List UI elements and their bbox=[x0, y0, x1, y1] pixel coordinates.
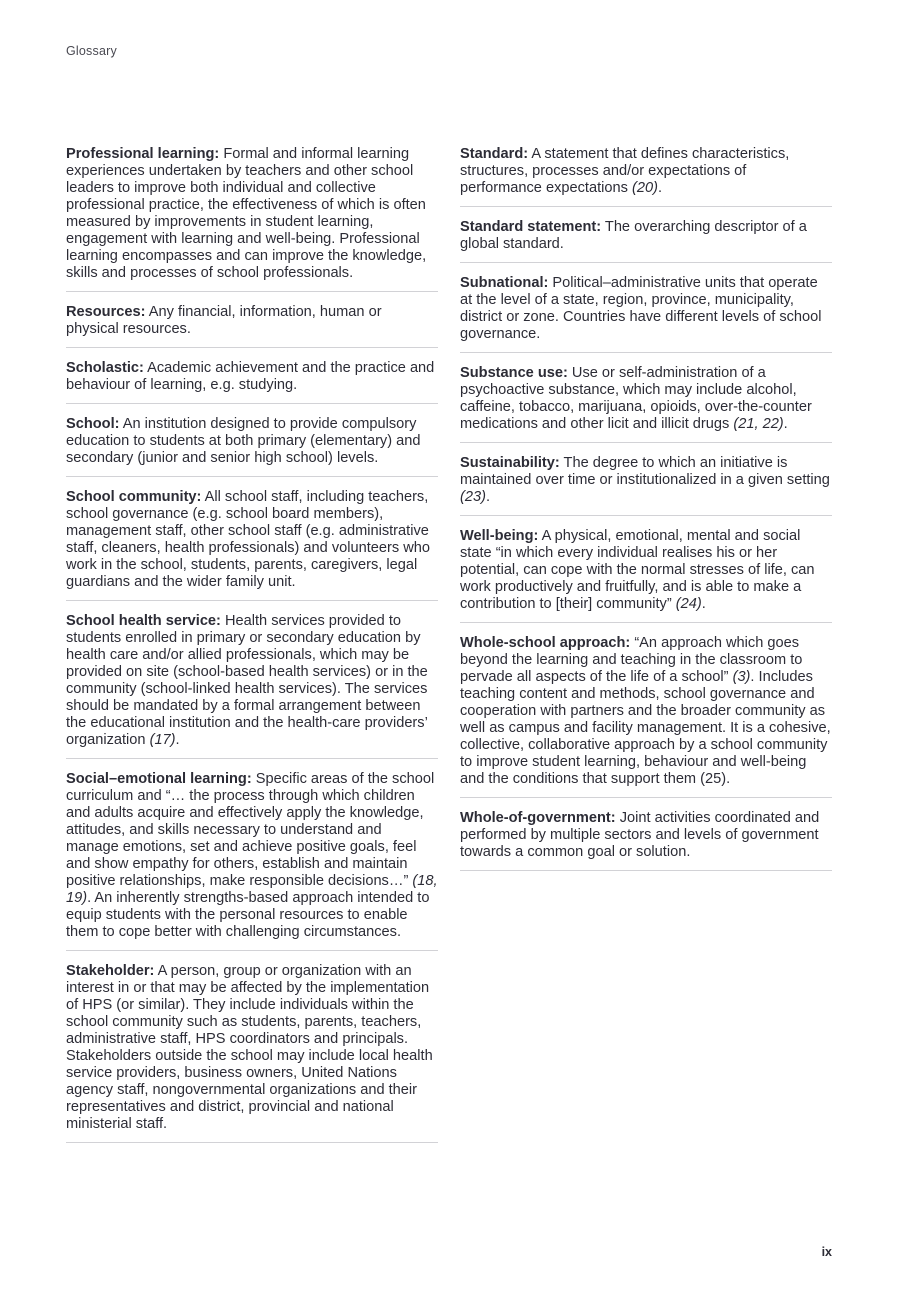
glossary-entry bbox=[66, 489, 438, 601]
citation-ref: (3) bbox=[732, 669, 751, 685]
glossary-term: Whole-school approach: bbox=[460, 635, 631, 651]
glossary-term: Subnational: bbox=[460, 275, 549, 291]
definition-tail: . An inherently strengths-based approach intended to equip students with the personal resources to enable them to cope better with challenging circumstances. bbox=[66, 890, 430, 940]
glossary-entry bbox=[460, 275, 832, 353]
glossary-definition: The overarching descriptor of a global standard. bbox=[460, 219, 807, 252]
glossary-definition: An institution designed to provide compulsory education to students at both primary (elementary) and secondary (junior and senior high school) levels. bbox=[66, 416, 421, 466]
glossary-entry bbox=[66, 146, 438, 292]
glossary-definition: Formal and informal learning experiences undertaken by teachers and other school leaders to improve both individual and collective professional practice, the effectiveness of which is often measured by improvements in student learning, engagement with learning and well-being. Professional learning encompasses and can improve the knowledge, skills and processes of school professionals. bbox=[66, 146, 427, 281]
glossary-term: School health service: bbox=[66, 613, 221, 629]
citation-ref: (18, 19) bbox=[66, 873, 438, 906]
glossary-term: Substance use: bbox=[460, 365, 568, 381]
glossary-definition: Use or self-administration of a psychoactive substance, which may include alcohol, caffeine, tobacco, marijuana, opioids, over-the-counter medications and other licit and illicit drugs bbox=[460, 365, 812, 432]
citation-ref: (23) bbox=[460, 489, 486, 505]
glossary-term: Resources: bbox=[66, 304, 146, 320]
running-head: Glossary bbox=[66, 44, 117, 58]
citation-ref: (17) bbox=[149, 732, 176, 748]
glossary-entry bbox=[66, 304, 438, 348]
glossary-entry bbox=[460, 146, 832, 207]
glossary-entry bbox=[460, 528, 832, 623]
glossary-term: Whole-of-government: bbox=[460, 810, 616, 826]
glossary-entry bbox=[66, 360, 438, 404]
glossary-term: Standard statement: bbox=[460, 219, 602, 235]
glossary-entry bbox=[66, 771, 438, 951]
citation-ref: (20) bbox=[631, 180, 658, 196]
glossary-entry bbox=[66, 963, 438, 1143]
definition-tail: . bbox=[175, 732, 180, 748]
definition-tail: . Includes teaching content and methods, school governance and cooperation with partners and the broader community as well as campus and facility management. It is a cohesive, collective, collaborative approach by a school community to improve student learning, behaviour and well-being and the conditions that support them (25). bbox=[460, 669, 831, 787]
glossary-entry bbox=[460, 219, 832, 263]
glossary-term: School: bbox=[66, 416, 120, 432]
glossary-definition: Political–administrative units that operate at the level of a state, region, province, municipality, district or zone. Countries have different levels of school governance. bbox=[460, 275, 822, 342]
glossary-definition: Joint activities coordinated and performed by multiple sectors and levels of government towards a common goal or solution. bbox=[460, 810, 820, 860]
glossary-definition: All school staff, including teachers, school governance (e.g. school board members), management staff, other school staff (e.g. administrative staff, cleaners, health professionals) and volunteers who work in the school, students, parents, caregivers, legal guardians and the wider family unit. bbox=[66, 489, 430, 590]
glossary-definition: A person, group or organization with an interest in or that may be affected by the implementation of HPS (or similar). They include individuals within the school community such as students, parents, teachers, administrative staff, HPS coordinators and principals. Stakeholders outside the school may include local health service providers, business owners, United Nations agency staff, nongovernmental organizations and their representatives and district, provincial and national ministerial staff. bbox=[66, 963, 433, 1132]
glossary-term: Social–emotional learning: bbox=[66, 771, 252, 787]
glossary-column-left bbox=[66, 146, 438, 1155]
citation-ref: (21, 22) bbox=[733, 416, 784, 432]
glossary-definition: Any financial, information, human or physical resources. bbox=[66, 304, 382, 337]
glossary-entry bbox=[460, 635, 832, 798]
glossary-column-right bbox=[460, 146, 832, 883]
glossary-term: Sustainability: bbox=[460, 455, 560, 471]
glossary-term: Scholastic: bbox=[66, 360, 144, 376]
definition-tail: . bbox=[701, 596, 706, 612]
glossary-term: School community: bbox=[66, 489, 202, 505]
glossary-definition: Health services provided to students enrolled in primary or secondary education by health care and/or allied professionals, which may be provided on site (school-based health services) or in the community (school-linked health services). The services should be mandated by a formal arrangement between the educational institution and the health-care providers’ organization bbox=[66, 613, 428, 748]
glossary-term: Professional learning: bbox=[66, 146, 220, 162]
glossary-entry bbox=[66, 613, 438, 759]
glossary-definition: A physical, emotional, mental and social state “in which every individual realises his or her potential, can cope with the normal stresses of life, can work productively and fruitfully, and is able to make a contribution to [their] community” bbox=[460, 528, 815, 612]
glossary-entry bbox=[460, 455, 832, 516]
definition-tail: . bbox=[783, 416, 788, 432]
page-number: ix bbox=[821, 1245, 832, 1259]
glossary-entry bbox=[460, 365, 832, 443]
glossary-entry bbox=[66, 416, 438, 477]
glossary-entry bbox=[460, 810, 832, 871]
glossary-definition: A statement that defines characteristics, structures, processes and/or expectations of performance expectations bbox=[460, 146, 790, 196]
glossary-definition: “An approach which goes beyond the learning and teaching in the classroom to pervade all aspects of the life of a school” bbox=[460, 635, 803, 685]
glossary-definition: The degree to which an initiative is maintained over time or institutionalized in a given setting bbox=[460, 455, 830, 488]
glossary-term: Well-being: bbox=[460, 528, 539, 544]
definition-tail: . bbox=[657, 180, 662, 196]
definition-tail: . bbox=[485, 489, 491, 505]
glossary-definition: Specific areas of the school curriculum and “… the process through which children and adults acquire and effectively apply the knowledge, attitudes, and skills necessary to understand and manage emotions, set and achieve positive goals, feel and show empathy for others, establish and maintain positive relationships, make responsible decisions…” bbox=[66, 771, 435, 889]
glossary-term: Standard: bbox=[460, 146, 529, 162]
glossary-definition: Academic achievement and the practice and behaviour of learning, e.g. studying. bbox=[66, 360, 435, 393]
citation-ref: (24) bbox=[675, 596, 702, 612]
glossary-term: Stakeholder: bbox=[66, 963, 155, 979]
